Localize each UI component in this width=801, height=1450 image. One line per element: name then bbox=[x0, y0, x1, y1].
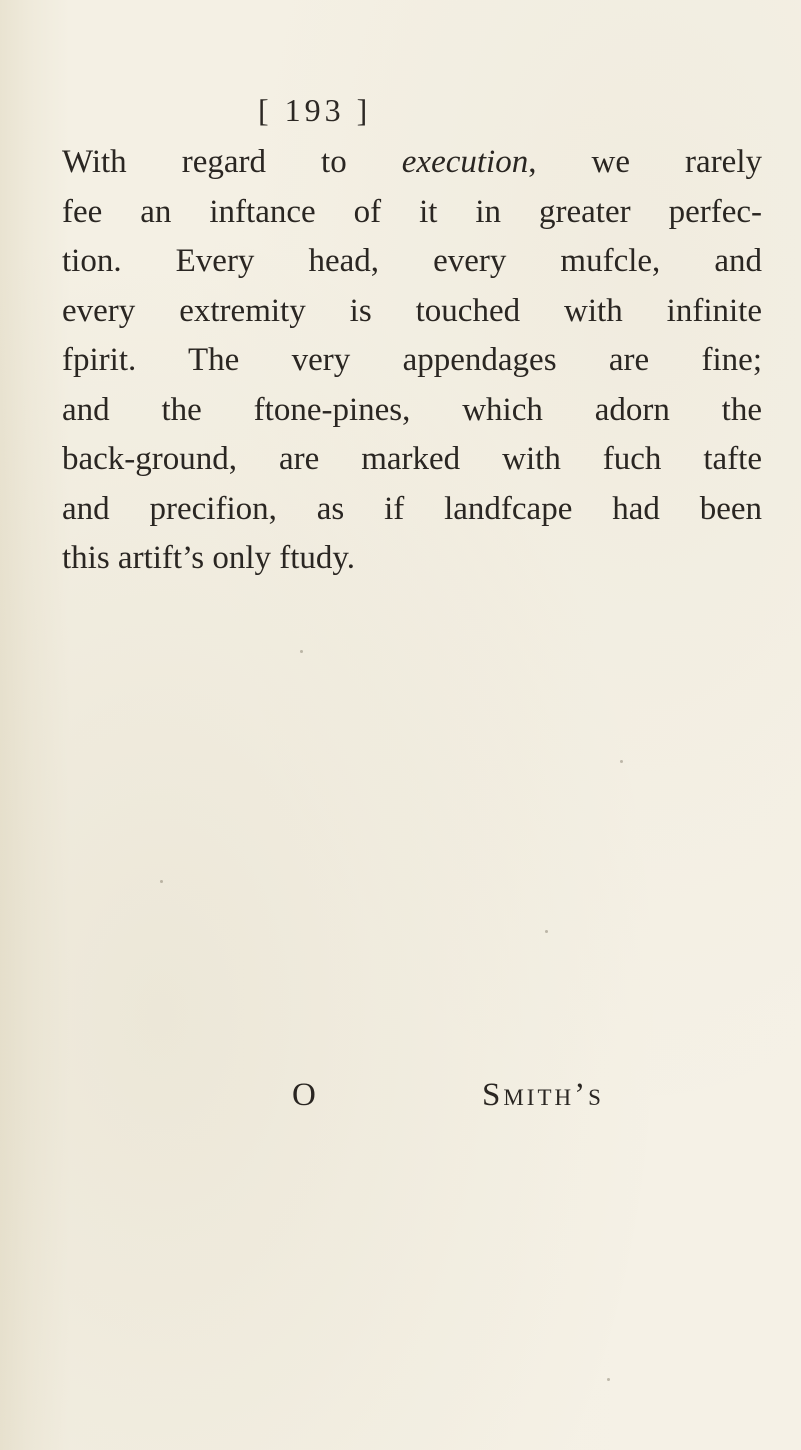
signature-mark: O bbox=[292, 1077, 316, 1113]
text-line: back-ground, are marked with fuch tafte bbox=[62, 441, 762, 477]
page-number: [ 193 ] bbox=[258, 92, 372, 128]
catchword: Smith’s bbox=[482, 1077, 604, 1113]
body-paragraph bbox=[62, 138, 762, 584]
text-line: tion. Every head, every mufcle, and bbox=[62, 243, 762, 279]
text-line: fee an inftance of it in greater perfec- bbox=[62, 193, 762, 230]
text-line: and the ftone-pines, which adorn the bbox=[62, 391, 762, 428]
text-line: With regard to execution, we rarely bbox=[62, 144, 763, 180]
paper-speck bbox=[545, 930, 548, 933]
text-line: fpirit. The very appendages are fine; bbox=[62, 342, 762, 378]
text-line: and precifion, as if landfcape had been bbox=[62, 490, 762, 527]
paper-speck bbox=[160, 880, 163, 883]
footer-row bbox=[0, 1077, 801, 1127]
italic-word: execution bbox=[401, 144, 529, 180]
paper-speck bbox=[620, 760, 623, 763]
paper-speck bbox=[607, 1378, 610, 1381]
text-line: this artift’s only ftudy. bbox=[62, 540, 356, 576]
paper-speck bbox=[300, 650, 303, 653]
text-line: every extremity is touched with infinite bbox=[62, 292, 762, 329]
